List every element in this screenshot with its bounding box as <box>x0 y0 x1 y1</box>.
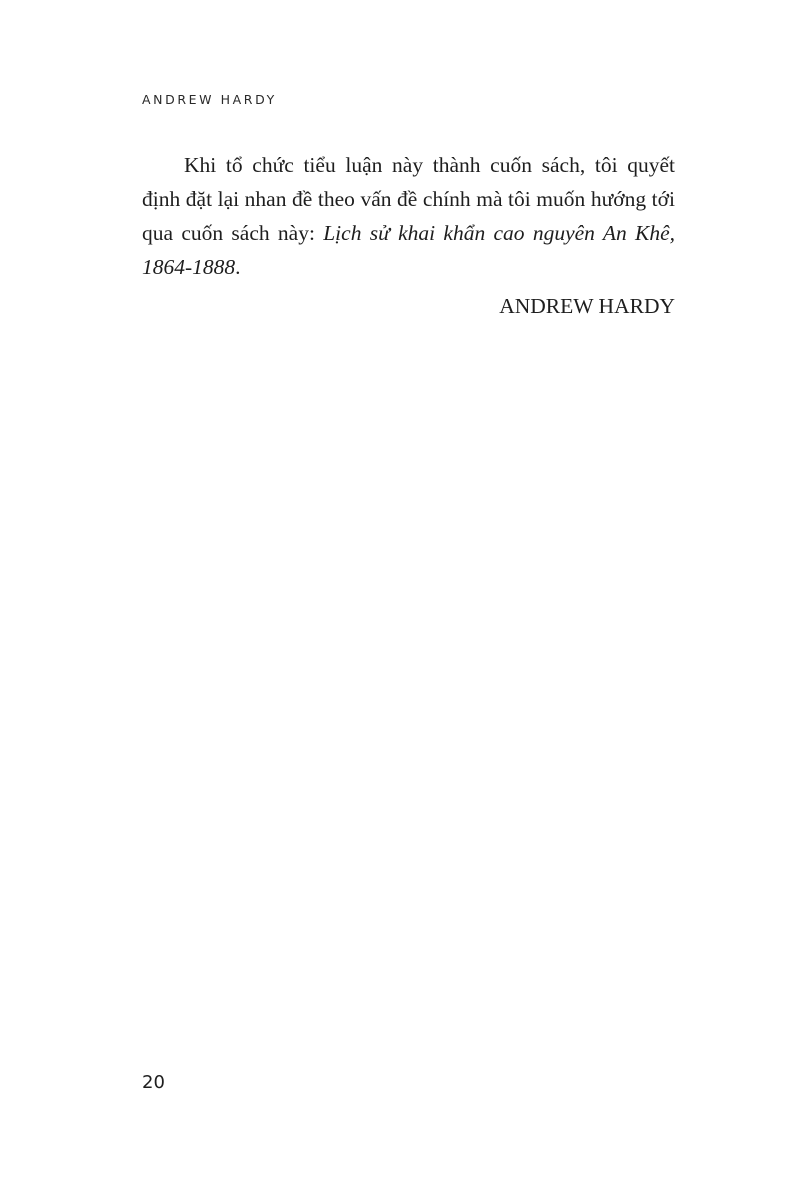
paragraph-text: Khi tổ chức tiểu luận này thành cuốn sách, tôi quyết định đặt lại nhan đề theo vấn đề chính mà tôi muốn hướng tới qua cuốn sách này: <box>142 153 675 245</box>
paragraph-end: . <box>235 255 241 279</box>
paragraph <box>142 148 675 284</box>
book-title-italic: Lịch sử khai khẩn cao nguyên An Khê, 1864-1888 <box>142 221 675 279</box>
body-text <box>142 148 675 284</box>
author-signature: ANDREW HARDY <box>499 294 675 318</box>
running-head: ANDREW HARDY <box>142 92 277 107</box>
page-number: 20 <box>142 1072 165 1093</box>
